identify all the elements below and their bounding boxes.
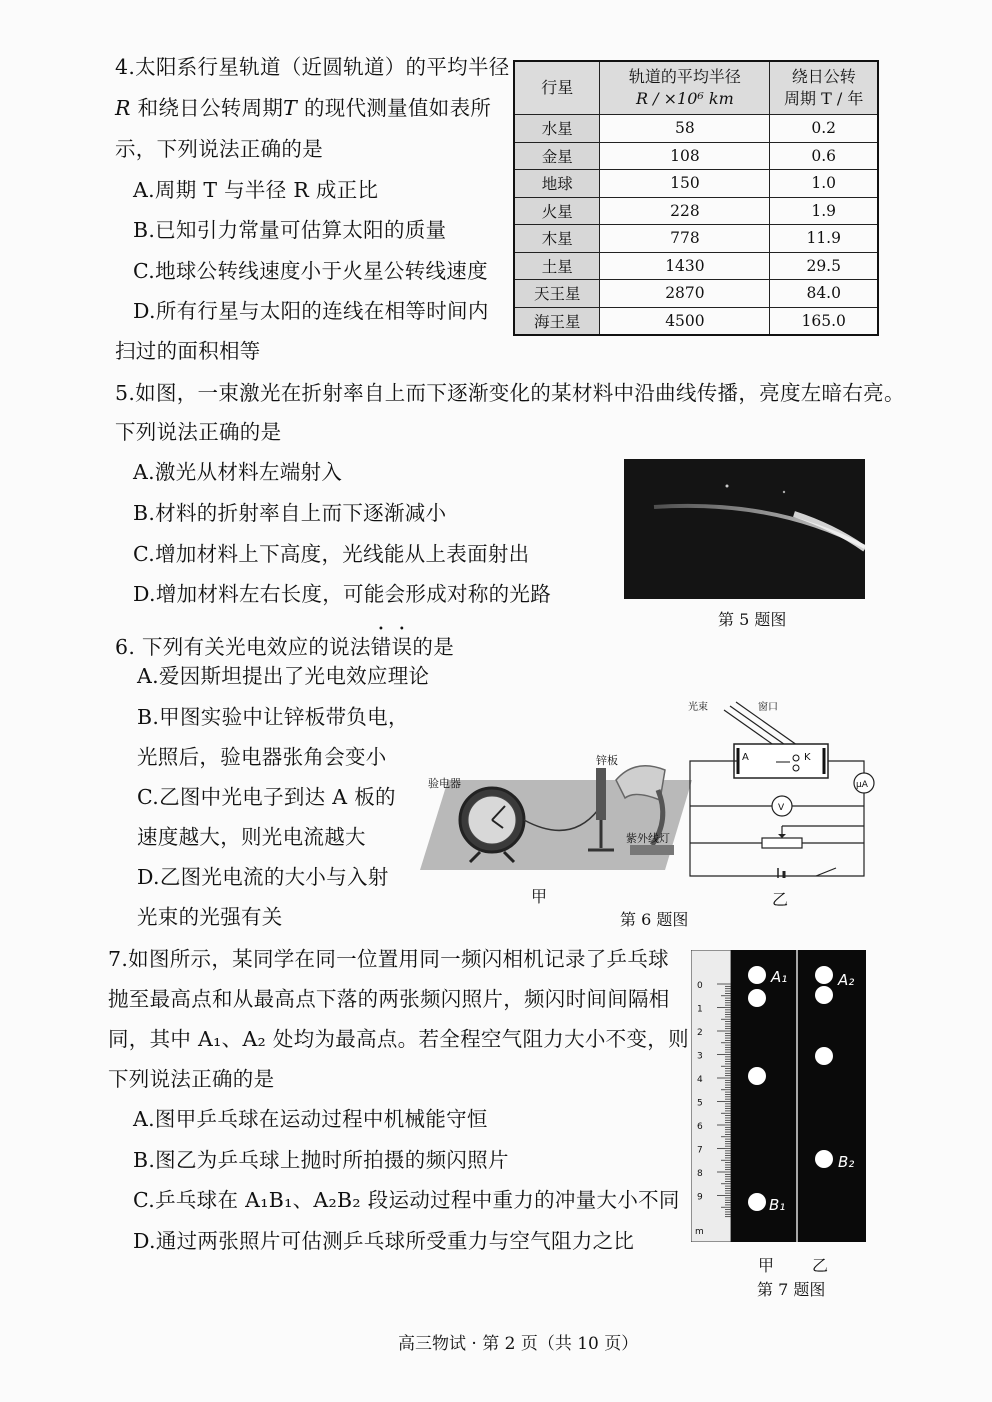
q7-fig-yi-label: 乙 [812,1256,829,1275]
ruler-number: 1 [697,1004,703,1015]
table-row [514,280,878,308]
electroscope-label: 验电器 [428,777,461,790]
table-header-radius-1: 轨道的平均半径 [628,67,741,86]
planet-name: 金星 [514,142,600,170]
window-label: 窗口 [758,702,778,713]
table-header-radius-2: R / ×10⁶ km [636,89,734,108]
q7-stem-line3: 同，其中 A₁、A₂ 处均为最高点。若全程空气阻力大小不变，则 [108,1027,689,1051]
planet-name: 土星 [514,252,600,280]
planet-radius: 58 [600,115,770,143]
ball-jia [748,989,766,1007]
q6-option-b-line1: B.甲图实验中让锌板带负电， [137,705,409,729]
q6-fig-yi-label: 乙 [772,890,789,909]
ruler-unit-label: m [695,1227,704,1237]
q6-option-d-line2: 光束的光强有关 [137,905,283,929]
q7-stem-line1: 7.如图所示，某同学在同一位置用同一频闪相机记录了乒乓球 [108,947,669,971]
table-row [514,225,878,253]
q5-option-c: C.增加材料上下高度，光线能从上表面射出 [133,542,530,566]
label-b1: B₁ [769,1196,786,1214]
planet-name: 海王星 [514,307,600,335]
laser-curve-photo [624,459,865,599]
q5-figure-caption: 第 5 题图 [718,610,787,629]
planet-period: 0.2 [770,115,878,143]
label-b2: B₂ [838,1153,855,1171]
planet-radius: 4500 [600,307,770,335]
table-header-period [770,61,878,115]
ball-jia [748,1067,766,1085]
q4-stem-line2-b: 和绕日公转周期 [130,96,284,120]
ruler-number: 7 [697,1145,703,1156]
label-a1: A₁ [771,968,788,986]
planet-name: 地球 [514,170,600,198]
ball-yi [815,966,833,984]
table-header-period-1: 绕日公转 [791,67,856,86]
q4-var-r: R [115,96,131,120]
plate-a-label: A [742,752,749,763]
planet-orbit-table [513,60,879,336]
ammeter-label: μA [856,780,868,790]
ball-yi [815,986,833,1004]
planet-radius: 2870 [600,280,770,308]
q5-option-d: D.增加材料左右长度，可能会形成对称的光路 [133,582,552,606]
table-row [514,170,878,198]
q4-var-t: T [283,96,298,120]
q6-option-a: A.爱因斯坦提出了光电效应理论 [137,664,430,688]
q6-figure-caption: 第 6 题图 [620,910,689,929]
planet-name: 水星 [514,115,600,143]
q6-option-c-line2: 速度越大，则光电流越大 [137,825,366,849]
q6-fig-jia-label: 甲 [531,887,548,906]
q7-option-a: A.图甲乒乓球在运动过程中机械能守恒 [133,1107,488,1131]
ruler-number: 5 [697,1098,703,1109]
planet-name: 木星 [514,225,600,253]
ruler-number: 2 [697,1028,703,1038]
q6-stem-a: 6. 下列有关光电效应的说法 [115,635,371,659]
ruler-number: 6 [697,1122,703,1132]
q7-option-b: B.图乙为乒乓球上抛时所拍摄的频闪照片 [133,1148,509,1172]
planet-period: 11.9 [770,225,878,253]
ruler-number: 9 [697,1192,703,1203]
planet-radius: 1430 [600,252,770,280]
q6-option-c-line1: C.乙图中光电子到达 A 板的 [137,785,396,809]
plate-k-label: K [804,752,811,763]
q4-option-c: C.地球公转线速度小于火星公转线速度 [133,259,488,283]
table-row [514,115,878,143]
planet-period: 0.6 [770,142,878,170]
planet-radius: 108 [600,142,770,170]
ball-jia [748,1193,766,1211]
q5-stem-line2: 下列说法正确的是 [115,420,282,444]
uv-lamp-label: 紫外线灯 [626,832,670,845]
q7-stem-line4: 下列说法正确的是 [108,1067,275,1091]
table-header-radius [600,61,770,115]
table-row [514,142,878,170]
table-header-row [514,61,878,115]
table-row [514,307,878,335]
strobe-photo-figure [691,950,866,1242]
q7-option-c: C.乒乓球在 A₁B₁、A₂B₂ 段运动过程中重力的冲量大小不同 [133,1188,680,1212]
ruler-number: 3 [697,1051,703,1062]
planet-radius: 150 [600,170,770,198]
q6-option-b-line2: 光照后，验电器张角会变小 [137,745,387,769]
planet-period: 29.5 [770,252,878,280]
label-a2: A₂ [838,971,855,989]
planet-period: 84.0 [770,280,878,308]
planet-period: 165.0 [770,307,878,335]
q4-stem-line2 [115,96,491,120]
ball-yi [815,1150,833,1168]
q4-option-a: A.周期 T 与半径 R 成正比 [133,178,379,202]
q4-option-d-line2: 扫过的面积相等 [115,339,261,363]
table-row [514,252,878,280]
q6-stem-c: 的是 [412,635,454,659]
q5-option-b: B.材料的折射率自上而下逐渐减小 [133,501,447,525]
q7-stem-line2: 抛至最高点和从最高点下落的两张频闪照片，频闪时间间隔相 [108,987,670,1011]
q6-stem-emphasis: 错误 [370,635,413,659]
q6-option-d-line1: D.乙图光电流的大小与入射 [137,865,389,889]
ruler-number: 4 [697,1075,703,1085]
q5-stem-line1: 5.如图，一束激光在折射率自上而下逐渐变化的某材料中沿曲线传播，亮度左暗右亮。 [115,381,905,405]
table-header-period-2: 周期 T / 年 [784,89,864,108]
zinc-plate-label: 锌板 [596,754,618,767]
photoelectric-circuit-figure [686,696,886,878]
planet-name: 天王星 [514,280,600,308]
q4-stem-line3: 示，下列说法正确的是 [115,137,323,161]
electroscope-figure [420,750,695,878]
q4-stem-line1: 4.太阳系行星轨道（近圆轨道）的平均半径 [115,55,510,79]
ball-jia [748,966,766,984]
q7-fig-jia-label: 甲 [758,1256,775,1275]
planet-radius: 778 [600,225,770,253]
beam-label: 光束 [688,702,708,713]
planet-name: 火星 [514,197,600,225]
q5-option-a: A.激光从材料左端射入 [133,460,343,484]
q7-figure-caption: 第 7 题图 [757,1280,826,1299]
planet-period: 1.9 [770,197,878,225]
page-footer: 高三物试 · 第 2 页（共 10 页） [398,1334,639,1354]
planet-period: 1.0 [770,170,878,198]
ruler-number: 0 [697,981,703,991]
q6-stem [115,624,454,659]
ruler-number: 8 [697,1169,703,1179]
table-row [514,197,878,225]
q4-stem-line2-d: 的现代测量值如表所 [297,96,492,120]
planet-radius: 228 [600,197,770,225]
ball-yi [815,1047,833,1065]
q4-option-b: B.已知引力常量可估算太阳的质量 [133,218,447,242]
q7-option-d: D.通过两张照片可估测乒乓球所受重力与空气阻力之比 [133,1229,635,1253]
voltmeter-label: V [778,803,785,813]
table-header-planet: 行星 [514,61,600,115]
q4-option-d-line1: D.所有行星与太阳的连线在相等时间内 [133,299,489,323]
